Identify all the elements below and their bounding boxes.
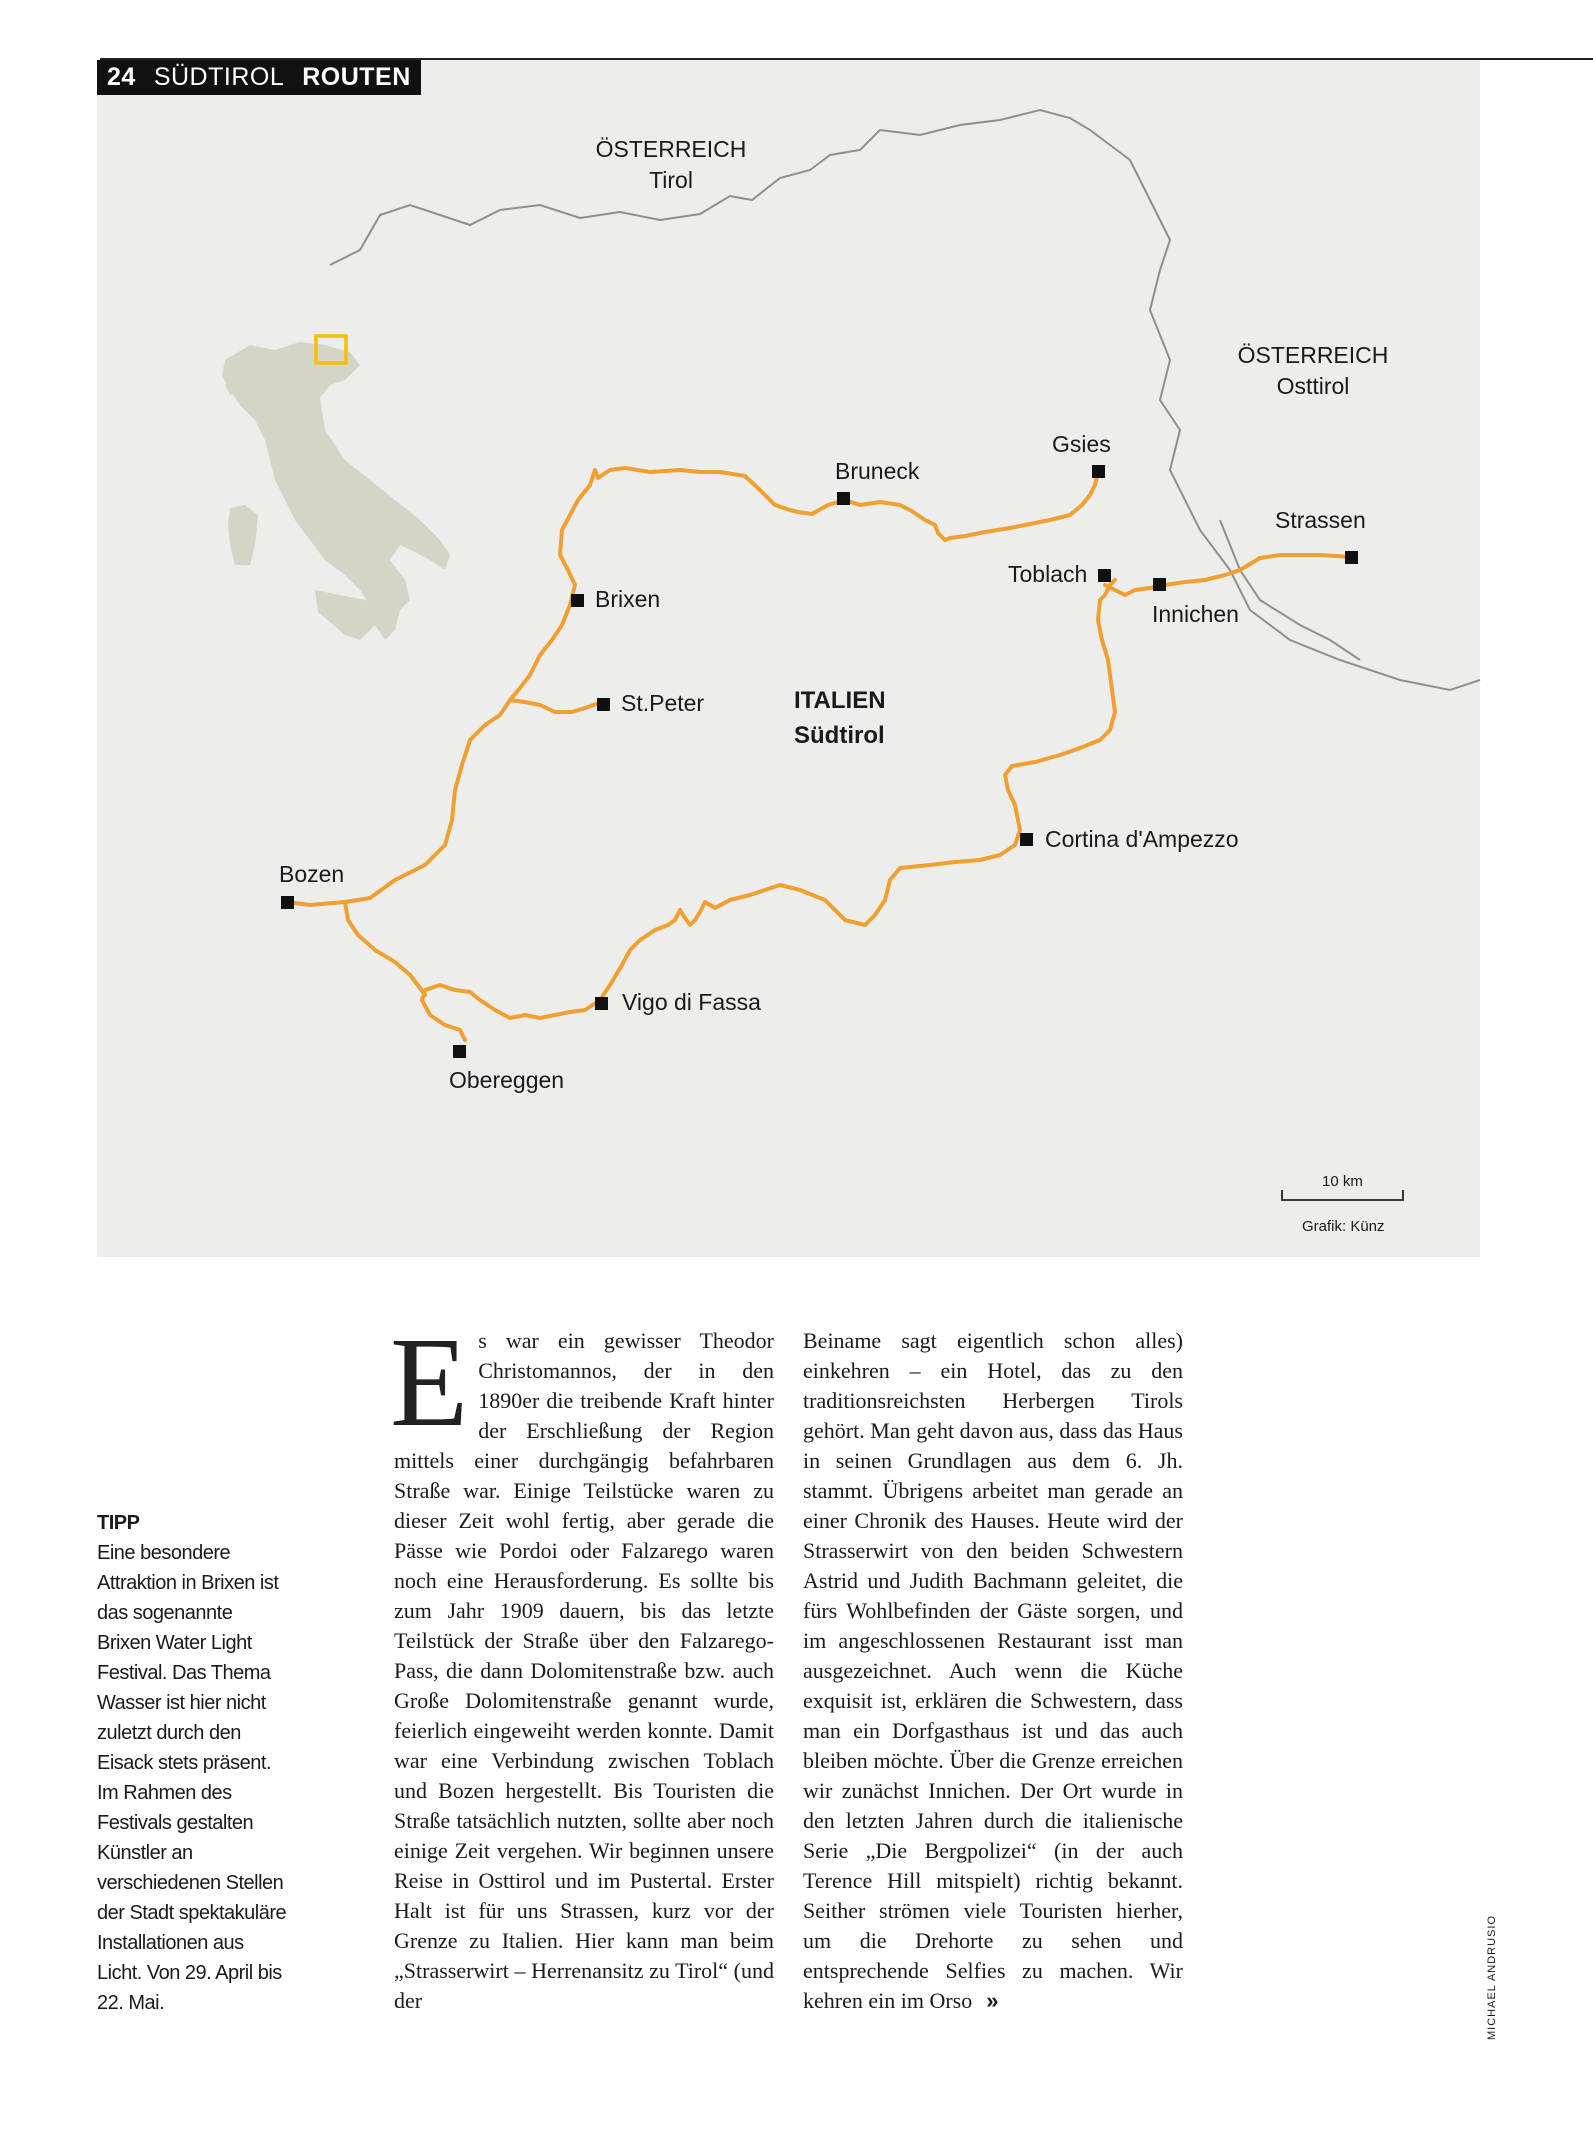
region-name: Osttirol [1276,373,1350,399]
place-cortina: Cortina d'Ampezzo [1045,826,1239,852]
marker-gsies [1092,465,1105,478]
tipp-title: TIPP [97,1512,140,1534]
place-brixen: Brixen [595,586,661,612]
scale-label: 10 km [1322,1173,1363,1190]
article-text-1: s war ein gewisser Theodor Christomannos, der in den 1890er die treibende Kraft hinter der Erschließung der Region mittels einer durchgängig befahrbaren Straße war. Einige Teilstücke waren zu dieser Zeit wohl fertig, aber gerade die Pässe wie Pordoi oder Falzarego waren noch eine Herausforderung. Es sollte bis zum Jahr 1909 dauern, bis das letzte Teilstück der Straße über den Falzarego-Pass, die dann Dolomitenstraße bzw. auch Große Dolomitenstraße genannt wurde, feierlich eingeweiht werden konnte. Damit war eine Verbindung zwischen Toblach und Bozen hergestellt. Bis Touristen die Straße tatsächlich nutzten, sollte aber noch einige Zeit vergehen. Wir beginnen unsere Reise in Osttirol und im Pustertal. Erster Halt ist für uns Strassen, kurz vor der Grenze zu Italien. Hier kann man beim „Strasserwirt – Herrenansitz zu Tirol“ (und der [394,1328,774,2013]
place-bozen: Bozen [279,861,345,887]
region-name: Tirol [649,167,693,193]
page-header [97,60,421,95]
place-stpeter: St.Peter [621,690,705,716]
marker-bruneck [837,492,850,505]
region-name: Südtirol [794,722,885,749]
marker-innichen [1153,578,1166,591]
route-pustertal [422,580,1115,1040]
section-name: SÜDTIROL [153,63,285,91]
marker-bozen [281,896,294,909]
article-text-2: Beiname sagt eigentlich schon alles) einkehren – ein Hotel, das zu den traditionsreichsten Herbergen Tirols gehört. Man geht davon aus, dass das Haus in seinen Grundlagen aus dem 6. Jh. stammt. Übrigens arbeitet man gerade an einer Chronik des Hauses. Heute wird der Strasserwirt von den beiden Schwestern Astrid und Judith Bachmann geleitet, die fürs Wohlbefinden der Gäste sorgen, und im angeschlossenen Restaurant isst man ausgezeichnet. Auch wenn die Küche exquisit ist, erklären die Schwestern, dass man ein Dorfgasthaus ist und das auch bleiben möchte. Über die Grenze erreichen wir zunächst Innichen. Der Ort wurde in den letzten Jahren durch die italienische Serie „Die Bergpolizei“ (in der auch Terence Hill mitspielt) richtig bekannt. Seither strömen viele Touristen hierher, um die Drehorte zu sehen und entsprechende Selfies zu machen. Wir kehren ein im Orso [803,1328,1183,2013]
place-gsies: Gsies [1052,431,1111,457]
tipp-text: Eine besondere Attraktion in Brixen ist das sogenannte Brixen Water Light Festival. Das Thema Wasser ist hier nicht zuletzt durch den Eisack stets präsent. Im Rahmen des Festivals gestalten Künstler an verschiedenen Stellen der Stadt spektakuläre Installationen aus Licht. Von 29. April bis 22. Mai. [97,1542,287,2014]
marker-vigo [595,997,608,1010]
route-toblach-strassen [1105,555,1352,595]
continue-mark: » [986,1988,999,2013]
marker-toblach [1098,569,1111,582]
drop-cap: E [390,1311,469,1453]
italy-inset [222,342,450,640]
rubric-name: ROUTEN [302,63,411,91]
route-brixen-stpeter [510,700,602,712]
label-austria-tirol [586,134,756,196]
label-austria-osttirol [1228,340,1398,402]
label-italien-suedtirol [794,683,886,753]
article-column-2 [803,1326,1183,2016]
marker-brixen [571,594,584,607]
photo-credit: MICHAEL ANDRUSIO [1486,1914,1498,2040]
country-name: ÖSTERREICH [595,136,747,162]
marker-stpeter [597,698,610,711]
marker-obereggen [453,1045,466,1058]
page-number: 24 [107,63,136,91]
place-toblach: Toblach [1008,561,1088,587]
scale-bar [1282,1190,1403,1200]
route-bozen-obereggen [345,902,425,995]
place-vigo: Vigo di Fassa [622,989,761,1015]
place-innichen: Innichen [1152,601,1239,627]
marker-cortina [1020,833,1033,846]
place-bruneck: Bruneck [835,458,920,484]
place-obereggen: Obereggen [449,1067,565,1093]
marker-strassen [1345,551,1358,564]
country-name: ITALIEN [794,687,886,714]
article-column-1 [390,1311,774,2016]
country-name: ÖSTERREICH [1237,342,1389,368]
place-strassen: Strassen [1275,507,1366,533]
tipp-box [97,1508,287,2018]
graphic-credit: Grafik: Künz [1302,1218,1385,1235]
